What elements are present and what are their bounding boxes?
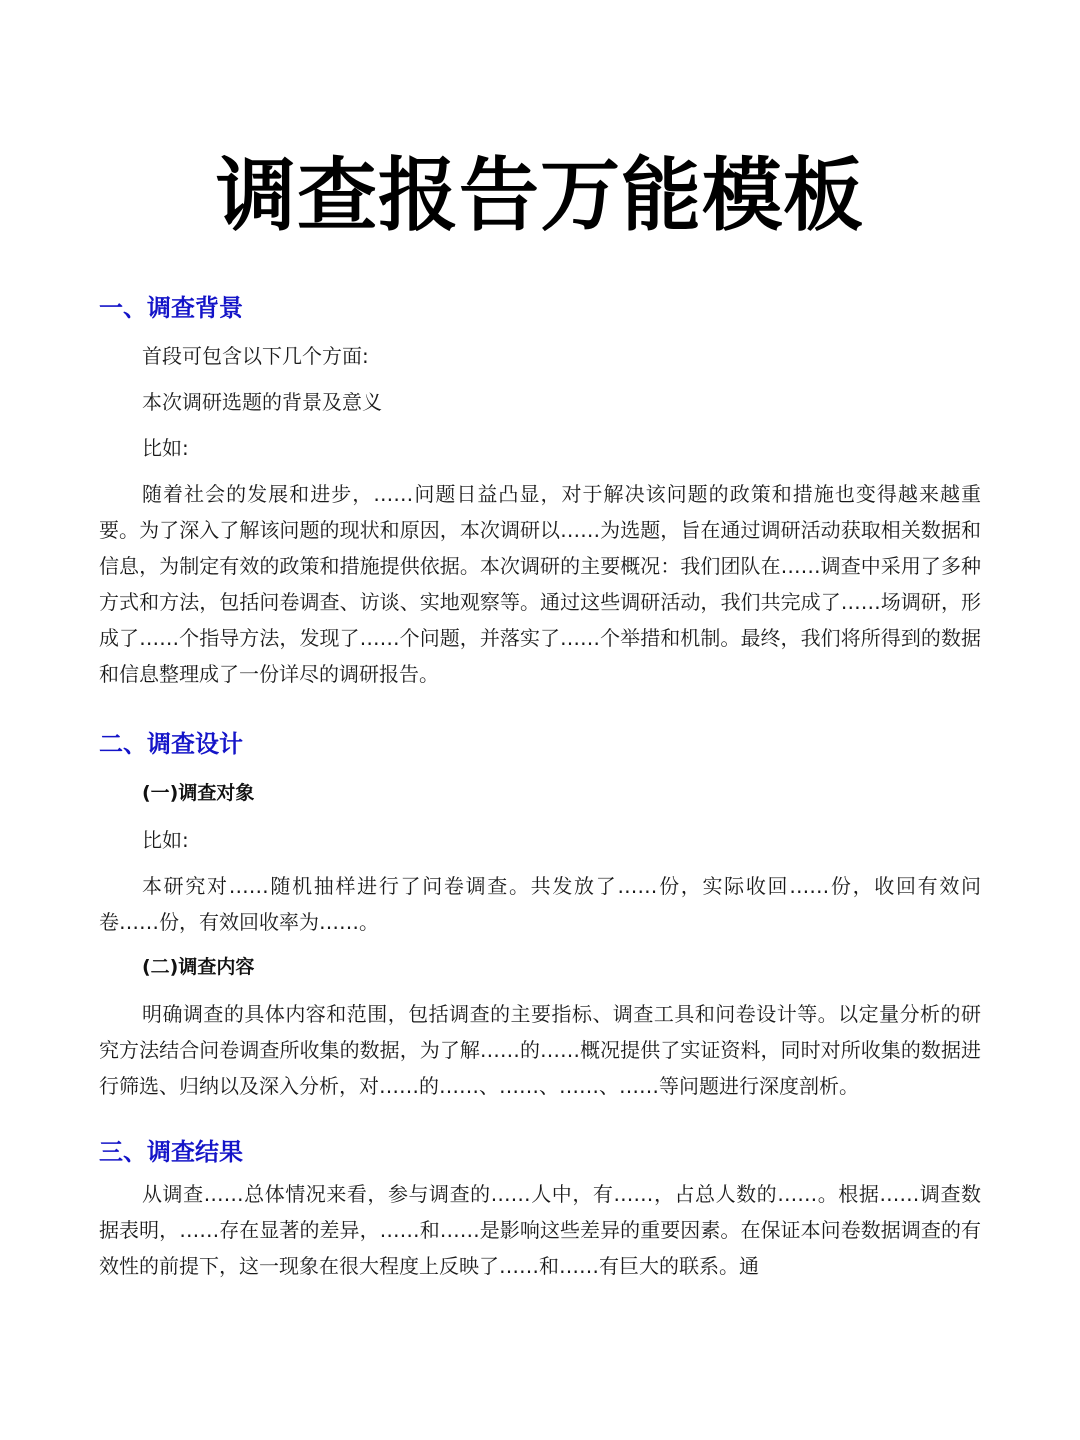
paragraph: 随着社会的发展和进步，……问题日益凸显，对于解决该问题的政策和措施也变得越来越重要。为了深入了解该问题的现状和原因，本次调研以……为选题，旨在通过调研活动获取相关数据和信息，为制定有效的政策和措施提供依据。本次调研的主要概况：我们团队在……调查中采用了多种方式和方法，包括问卷调查、访谈、实地观察等。通过这些调研活动，我们共完成了……场调研，形成了……个指导方法，发现了……个问题，并落实了……个举措和机制。最终，我们将所得到的数据和信息整理成了一份详尽的调研报告。: [99, 482, 981, 686]
paragraph: 本研究对……随机抽样进行了问卷调查。共发放了……份，实际收回……份，收回有效问卷……份，有效回收率为……。: [99, 874, 981, 934]
document-body: [99, 288, 981, 1284]
paragraph: 首段可包含以下几个方面:: [142, 344, 369, 368]
sub-heading-content: (二)调查内容: [142, 956, 255, 978]
section-heading-design: 二、调查设计: [99, 730, 243, 758]
section-heading-background: 一、调查背景: [99, 294, 243, 322]
paragraph: 从调查……总体情况来看，参与调查的……人中，有……，占总人数的……。根据……调查数据表明，……存在显著的差异，……和……是影响这些差异的重要因素。在保证本问卷数据调查的有效性的前提下，这一现象在很大程度上反映了……和……有巨大的联系。通: [99, 1182, 981, 1278]
paragraph: 比如:: [142, 828, 189, 852]
paragraph: 明确调查的具体内容和范围，包括调查的主要指标、调查工具和问卷设计等。以定量分析的研究方法结合问卷调查所收集的数据，为了解……的……概况提供了实证资料，同时对所收集的数据进行筛选、归纳以及深入分析，对……的……、……、……、……等问题进行深度剖析。: [99, 1002, 981, 1098]
paragraph: 比如:: [142, 436, 189, 460]
document-title: 调查报告万能模板: [216, 149, 864, 242]
sub-heading-subjects: (一)调查对象: [142, 782, 255, 804]
section-heading-results: 三、调查结果: [99, 1138, 243, 1166]
paragraph: 本次调研选题的背景及意义: [142, 390, 382, 414]
